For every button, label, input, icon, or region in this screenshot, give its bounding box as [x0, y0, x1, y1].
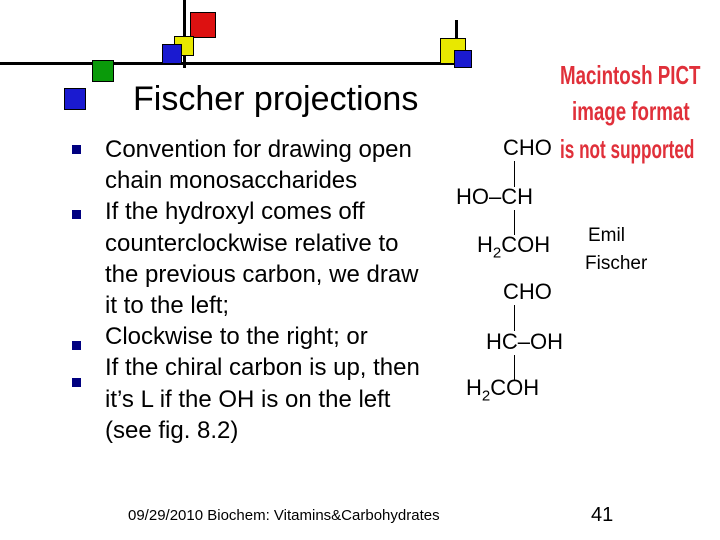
pict-placeholder-line-1: Macintosh PICT: [560, 60, 701, 90]
fischer-bottom-c2: HC–OH: [486, 329, 564, 354]
bullet-line: (see fig. 8.2): [105, 416, 239, 444]
bullet-line: Convention for drawing open: [105, 136, 412, 163]
bullet-line: the previous carbon, we draw: [105, 260, 419, 288]
pict-placeholder-line-3: is not supported: [560, 134, 695, 164]
blue-square: [162, 44, 182, 64]
bullet-line: counterclockwise relative to: [105, 229, 399, 257]
bullet-line: it’s L if the OH is on the left: [105, 385, 391, 413]
bullet-line: If the hydroxyl comes off: [105, 198, 365, 226]
bullet-line: chain monosaccharides: [105, 167, 358, 195]
bullet-line: Clockwise to the right; or: [105, 323, 368, 351]
bullet-marker: [72, 210, 81, 219]
bullet-marker: [72, 378, 81, 387]
bullet-marker: [72, 341, 81, 350]
caption-line-2: Fischer: [585, 253, 648, 274]
caption-line-1: Emil: [588, 225, 625, 246]
header-line: [0, 62, 470, 65]
fischer-top-c1: CHO: [503, 135, 552, 160]
bullet-marker: [72, 145, 81, 154]
fischer-bottom-c1: CHO: [503, 279, 552, 304]
fischer-top-c2: HO–CH: [456, 184, 534, 209]
bullet-line: If the chiral carbon is up, then: [105, 354, 420, 382]
red-square: [190, 12, 216, 38]
bullet-line: it to the left;: [105, 292, 230, 320]
header-vertical-line: [183, 0, 186, 68]
green-square: [92, 60, 114, 82]
fischer-top-c3: $H_2COH$: [477, 232, 551, 262]
slide-title: Fischer projections: [133, 80, 419, 118]
blue-square-left: [64, 88, 86, 110]
fischer-bottom-bond-1: [514, 305, 515, 331]
blue-square-right: [454, 50, 472, 68]
bullet-list: [105, 134, 420, 446]
fischer-bottom-c3: $H_2COH$: [466, 375, 540, 405]
pict-placeholder-line-2: image format: [572, 96, 690, 126]
footer-text: 09/29/2010 Biochem: Vitamins&Carbohydrates: [128, 507, 440, 524]
page-number: 41: [591, 504, 614, 526]
